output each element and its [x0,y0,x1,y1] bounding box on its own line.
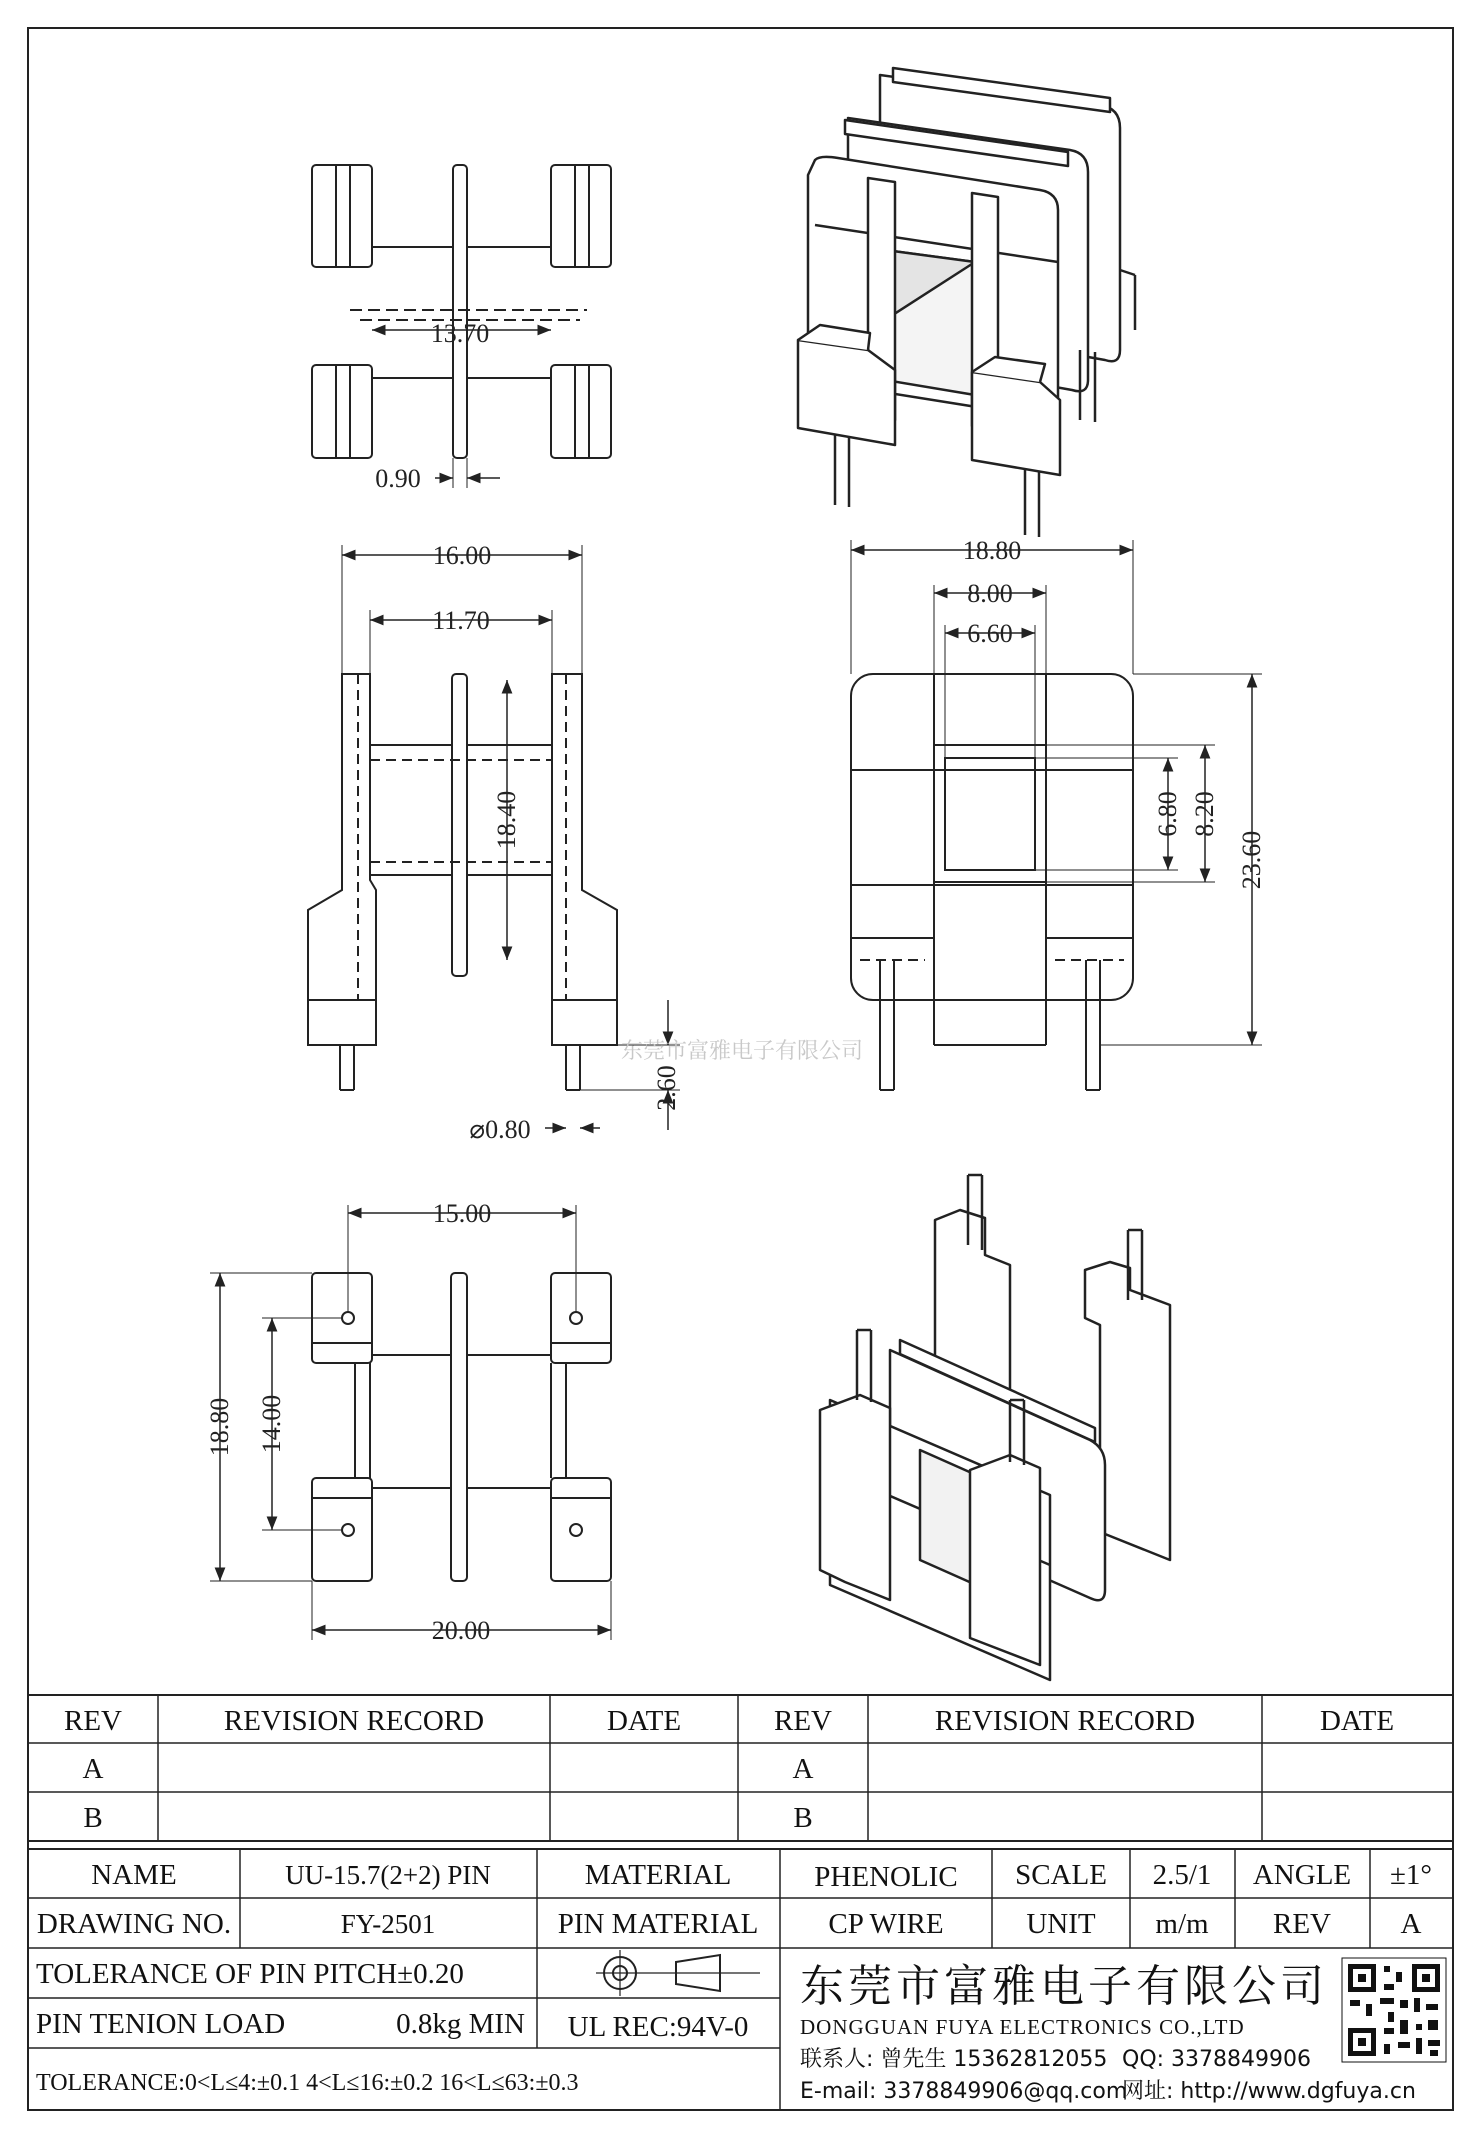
svg-text:⌀0.80: ⌀0.80 [469,1115,531,1144]
projection-symbol-icon [596,1950,760,1996]
rev-label: REV [1273,1908,1331,1940]
contact-line: 联系人: 曾先生 15362812055 [800,2047,1108,2072]
side-view-drawing [308,674,617,1090]
dim-6-60 [945,619,1035,758]
angle-value: ±1° [1389,1859,1433,1891]
svg-text:6.80: 6.80 [1153,791,1182,837]
pin-tension-label: PIN TENION LOAD [36,2008,286,2040]
rev-header-2: REV [774,1705,832,1737]
rev-row-a-right: A [792,1753,814,1785]
pin-material-label: PIN MATERIAL [557,1908,759,1940]
scale-value: 2.5/1 [1152,1859,1212,1891]
unit-value: m/m [1155,1908,1209,1940]
dim-18-40 [492,680,521,960]
tolerance-pin-pitch: TOLERANCE OF PIN PITCH±0.20 [36,1958,464,1990]
dim-20-00 [312,1581,611,1645]
dim-pin-diameter-0-80 [469,1115,600,1144]
rev-row-a-left: A [82,1753,104,1785]
rev-row-b-left: B [83,1802,103,1834]
unit-label: UNIT [1026,1908,1096,1940]
revision-table [28,1695,1453,1841]
svg-text:18.80: 18.80 [962,536,1022,565]
company-name-cn: 东莞市富雅电子有限公司 [800,1961,1328,2012]
date-header-2: DATE [1319,1705,1395,1737]
svg-text:18.80: 18.80 [205,1397,234,1457]
rev-value: A [1400,1908,1422,1940]
material-value: PHENOLIC [814,1861,958,1893]
dim-2-60 [580,1000,681,1130]
dim-6-80 [1035,758,1182,870]
isometric-view-bottom [820,1175,1170,1680]
watermark-text: 东莞市富雅电子有限公司 [620,1039,864,1064]
dim-13-70 [372,319,551,348]
rev-header-1: REV [64,1705,122,1737]
isometric-view-top [798,68,1135,537]
name-label: NAME [91,1859,177,1891]
dim-0-90 [375,458,500,493]
company-name-en: DONGGUAN FUYA ELECTRONICS CO.,LTD [800,2015,1245,2039]
svg-text:18.40: 18.40 [492,790,521,850]
drawing-no-value: FY-2501 [340,1909,436,1939]
rev-row-b-right: B [793,1802,813,1834]
revision-record-header-1: REVISION RECORD [223,1705,485,1737]
svg-text:8.00: 8.00 [967,579,1013,608]
svg-text:0.90: 0.90 [375,464,421,493]
web-line: 网址: http://www.dgfuya.cn [1122,2079,1416,2104]
scale-label: SCALE [1015,1859,1107,1891]
svg-text:6.60: 6.60 [967,619,1013,648]
dim-23-60 [1100,674,1266,1045]
dim-11-70 [370,606,552,674]
top-view-drawing [312,165,611,458]
svg-text:16.00: 16.00 [432,541,492,570]
svg-text:15.00: 15.00 [432,1199,492,1228]
qr-code-icon [1342,1958,1446,2062]
material-label: MATERIAL [584,1859,732,1891]
pin-material-value: CP WIRE [828,1908,944,1940]
svg-text:20.00: 20.00 [431,1616,491,1645]
angle-label: ANGLE [1252,1859,1352,1891]
revision-record-header-2: REVISION RECORD [934,1705,1196,1737]
email-line: E-mail: 3378849906@qq.com [800,2079,1128,2104]
svg-text:13.70: 13.70 [430,319,490,348]
svg-text:11.70: 11.70 [432,606,490,635]
svg-text:23.60: 23.60 [1237,830,1266,890]
name-value: UU-15.7(2+2) PIN [285,1860,491,1890]
qq-line: QQ: 3378849906 [1122,2047,1312,2072]
ul-rec: UL REC:94V-0 [567,2011,749,2043]
bottom-view-drawing [312,1273,611,1581]
tolerance-line: TOLERANCE:0<L≤4:±0.1 4<L≤16:±0.2 16<L≤63:±0.3 [36,2070,579,2096]
svg-text:2.60: 2.60 [652,1065,681,1111]
dim-15-00 [348,1199,576,1312]
sheet-border [28,28,1453,2110]
svg-text:8.20: 8.20 [1190,791,1219,837]
pin-tension-value: 0.8kg MIN [396,2008,525,2040]
company-block [800,1961,1416,2104]
date-header-1: DATE [606,1705,682,1737]
svg-text:14.00: 14.00 [257,1394,286,1454]
drawing-no-label: DRAWING NO. [36,1908,232,1940]
